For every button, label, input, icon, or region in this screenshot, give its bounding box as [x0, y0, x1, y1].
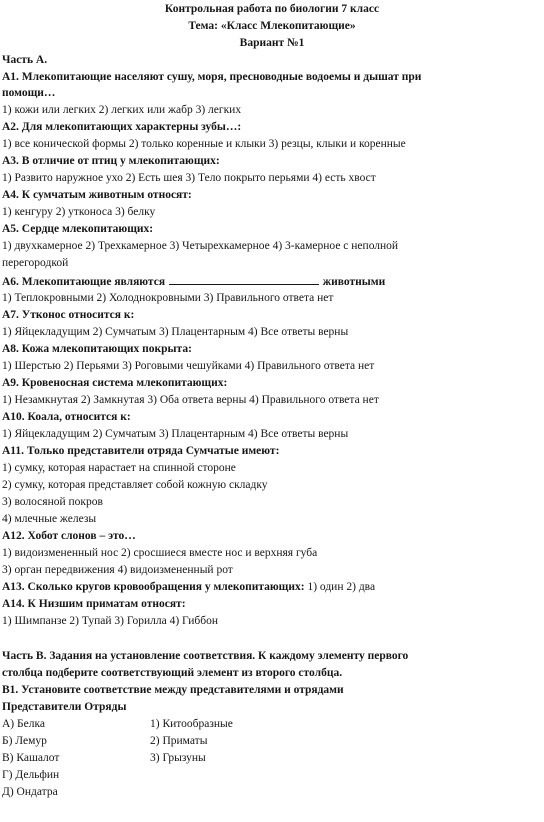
- answers-a4: 1) кенгуру 2) утконоса 3) белку: [2, 206, 156, 218]
- answers-a5: 1) двухкамерное 2) Трехкамерное 3) Четырехкамерное 4) 3-камерное с неполной: [2, 240, 399, 252]
- question-a3: А3. В отличие от птиц у млекопитающих:: [2, 155, 220, 167]
- part-b-intro: Часть В. Задания на установление соответствия. К каждому элементу первого: [2, 650, 409, 662]
- question-a1-cont: помощи…: [2, 87, 56, 99]
- answer-a11-3: 3) волосяной покров: [2, 496, 103, 508]
- answers-a6: 1) Теплокровными 2) Холоднокровными 3) Правильного ответа нет: [2, 292, 334, 304]
- answers-a12-row2: 3) орган передвижения 4) видоизмененный рот: [2, 564, 233, 576]
- match-left-item: В) Кашалот: [2, 752, 60, 764]
- question-a14: А14. К Низшим приматам относят:: [2, 598, 186, 610]
- question-a13-line: [2, 581, 375, 594]
- answers-a13: 1) один 2) два: [307, 581, 376, 593]
- part-b-intro-cont: столбца подберите соответствующий элемент из второго столбца.: [2, 667, 343, 679]
- doc-variant: Вариант №1: [239, 37, 305, 49]
- answer-a11-1: 1) сумку, которая нарастает на спинной стороне: [2, 462, 236, 474]
- answers-a10: 1) Яйцекладущим 2) Сумчатым 3) Плацентарным 4) Все ответы верны: [2, 428, 349, 440]
- answer-a11-2: 2) сумку, которая представляет собой кожную складку: [2, 479, 268, 491]
- answer-a11-4: 4) млечные железы: [2, 513, 97, 525]
- question-a5: А5. Сердце млекопитающих:: [2, 223, 154, 235]
- match-left-item: Г) Дельфин: [2, 769, 60, 781]
- question-a6: [2, 275, 385, 289]
- answers-a9: 1) Незамкнутая 2) Замкнутая 3) Оба ответа верны 4) Правильного ответа нет: [2, 394, 379, 406]
- question-a11: А11. Только представители отряда Сумчатые имеют:: [2, 445, 280, 457]
- match-right-item: 3) Грызуны: [150, 752, 206, 764]
- question-a6-start: А6. Млекопитающие являются: [2, 276, 166, 288]
- right-column-header: Отряды: [84, 701, 127, 713]
- match-headers: [2, 701, 126, 714]
- question-a7: А7. Утконос относится к:: [2, 309, 135, 321]
- question-a6-end: животными: [322, 276, 386, 288]
- answers-a5-cont: перегородкой: [2, 257, 69, 269]
- answers-a8: 1) Шерстью 2) Перьями 3) Роговыми чешуйками 4) Правильного ответа нет: [2, 360, 375, 372]
- match-right-item: 1) Китообразные: [150, 718, 233, 730]
- match-right-item: 2) Приматы: [150, 735, 208, 747]
- question-a9: А9. Кровеносная система млекопитающих:: [2, 377, 228, 389]
- question-b1: В1. Установите соответствие между представителями и отрядами: [2, 684, 344, 696]
- match-left-item: Д) Ондатра: [2, 786, 58, 798]
- answers-a12-row1: 1) видоизмененный нос 2) сросшиеся вместе нос и верхняя губа: [2, 547, 318, 559]
- question-a1: А1. Млекопитающие населяют сушу, моря, пресноводные водоемы и дышат при: [2, 71, 422, 83]
- doc-topic: Тема: «Класс Млекопитающие»: [188, 20, 356, 32]
- answer-blank: [169, 275, 319, 285]
- question-a12: А12. Хобот слонов – это…: [2, 530, 136, 542]
- left-column-header: Представители: [2, 701, 82, 713]
- answers-a7: 1) Яйцекладущим 2) Сумчатым 3) Плацентарным 4) Все ответы верны: [2, 326, 349, 338]
- match-left-item: А) Белка: [2, 718, 45, 730]
- part-a-title: Часть А.: [2, 54, 48, 66]
- answers-a3: 1) Развито наружное ухо 2) Есть шея 3) Тело покрыто перьями 4) есть хвост: [2, 172, 376, 184]
- question-a8: А8. Кожа млекопитающих покрыта:: [2, 343, 192, 355]
- question-a10: А10. Коала, относится к:: [2, 411, 131, 423]
- doc-title: Контрольная работа по биологии 7 класс: [164, 3, 380, 15]
- answers-a2: 1) все конической формы 2) только коренные и клыки 3) резцы, клыки и коренные: [2, 138, 406, 150]
- question-a4: А4. К сумчатым животным относят:: [2, 189, 192, 201]
- match-left-item: Б) Лемур: [2, 735, 47, 747]
- answers-a1: 1) кожи или легких 2) легких или жабр 3) легких: [2, 104, 242, 116]
- answers-a14: 1) Шимпанзе 2) Тупай 3) Горилла 4) Гиббон: [2, 615, 218, 627]
- question-a2: А2. Для млекопитающих характерны зубы…:: [2, 121, 242, 133]
- question-a13: А13. Сколько кругов кровообращения у млекопитающих:: [2, 581, 305, 593]
